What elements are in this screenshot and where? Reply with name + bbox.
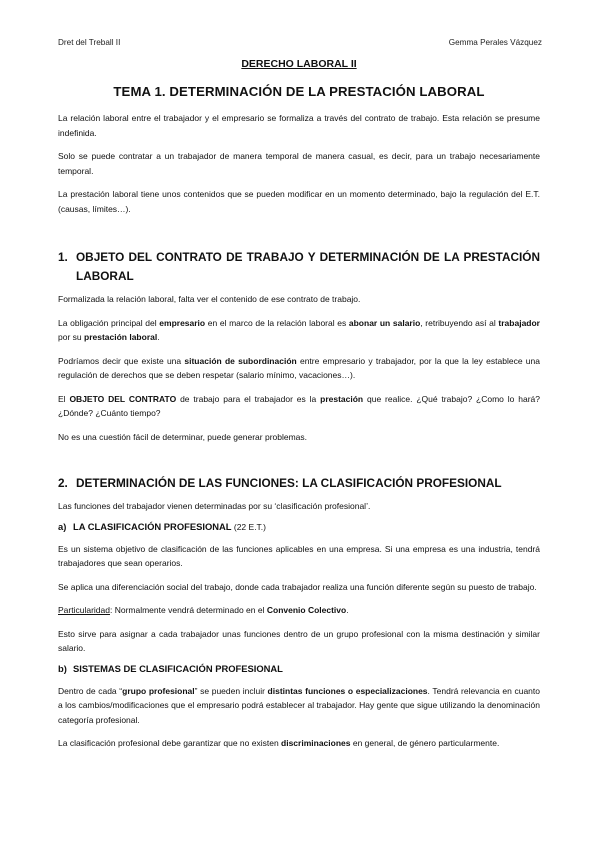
tema-title: TEMA 1. DETERMINACIÓN DE LA PRESTACIÓN LABORAL bbox=[113, 84, 485, 99]
intro-paragraph-1: La relación laboral entre el trabajador y el empresario se formaliza a través del contrato de trabajo. Esta relación se presume indefinida. bbox=[58, 113, 540, 138]
subsection-b-paragraph-2: La clasificación profesional debe garantizar que no existen discriminaciones en general, de género particularmente. bbox=[58, 738, 500, 748]
document-body bbox=[58, 58, 540, 760]
section-1-number: 1. bbox=[58, 250, 68, 264]
header-course: Dret del Treball II bbox=[58, 38, 121, 47]
subsection-a-paragraph-2: Se aplica una diferenciación social del trabajo, donde cada trabajador realiza una función diferente según su puesto de trabajo. bbox=[58, 581, 537, 592]
document-title: DERECHO LABORAL II bbox=[241, 58, 357, 70]
intro-paragraph-3: La prestación laboral tiene unos contenidos que se pueden modificar en un momento determinado, bajo la regulación del E.T. (causas, límites…). bbox=[58, 189, 540, 214]
subsection-a-heading: a) LA CLASIFICACIÓN PROFESIONAL (22 E.T.) bbox=[58, 520, 266, 532]
section-1-title: OBJETO DEL CONTRATO DE TRABAJO Y DETERMINACIÓN DE LA PRESTACIÓN LABORAL bbox=[76, 250, 540, 283]
subsection-b-heading: b) SISTEMAS DE CLASIFICACIÓN PROFESIONAL bbox=[58, 662, 283, 674]
intro-paragraph-2: Solo se puede contratar a un trabajador de manera temporal de manera casual, es decir, para un trabajo necesariamente temporal. bbox=[58, 151, 540, 176]
section-2-number: 2. bbox=[58, 476, 68, 490]
section-1-paragraph-2: La obligación principal del empresario en el marco de la relación laboral es abonar un salario, retribuyendo así al trabajador por su prestación laboral. bbox=[58, 317, 540, 342]
section-2-paragraph-1: Las funciones del trabajador vienen determinadas por su ‘clasificación profesional’. bbox=[58, 501, 371, 511]
header-author: Gemma Perales Vázquez bbox=[448, 38, 542, 47]
section-1-paragraph-3: Podríamos decir que existe una situación de subordinación entre empresario y trabajador, por la que la ley establece una regulación de derechos que se deben respetar (salario mínimo, vacaciones…). bbox=[58, 355, 540, 380]
section-1-paragraph-5: No es una cuestión fácil de determinar, puede generar problemas. bbox=[58, 431, 308, 442]
section-2-title: DETERMINACIÓN DE LAS FUNCIONES: LA CLASIFICACIÓN PROFESIONAL bbox=[76, 476, 502, 490]
section-1-paragraph-1: Formalizada la relación laboral, falta ver el contenido de ese contrato de trabajo. bbox=[58, 294, 361, 304]
subsection-a-paragraph-3: Particularidad: Normalmente vendrá determinado en el Convenio Colectivo. bbox=[58, 605, 349, 615]
subsection-b-paragraph-1: Dentro de cada “grupo profesional” se pueden incluir distintas funciones o especializaciones. Tendrá relevancia en cuanto a los cambios/modificaciones que el empresario podrá establecer al trabajador. Hay gente que sigue utilizando la denominación categoría profesional. bbox=[58, 685, 540, 725]
subsection-a-paragraph-4: Esto sirve para asignar a cada trabajador unas funciones dentro de un grupo profesional con la misma destinación y similar salario. bbox=[58, 628, 540, 653]
subsection-a-paragraph-1: Es un sistema objetivo de clasificación de las funciones aplicables en una empresa. Si una empresa es una industria, tendrá trabajadores que sean operarios. bbox=[58, 543, 540, 568]
section-2-heading bbox=[58, 474, 540, 493]
section-1-heading bbox=[58, 248, 540, 286]
section-1-paragraph-4: El OBJETO DEL CONTRATO de trabajo para el trabajador es la prestación que realice. ¿Qué trabajo? ¿Como lo hará? ¿Dónde? ¿Cuánto tiempo? bbox=[58, 393, 541, 418]
